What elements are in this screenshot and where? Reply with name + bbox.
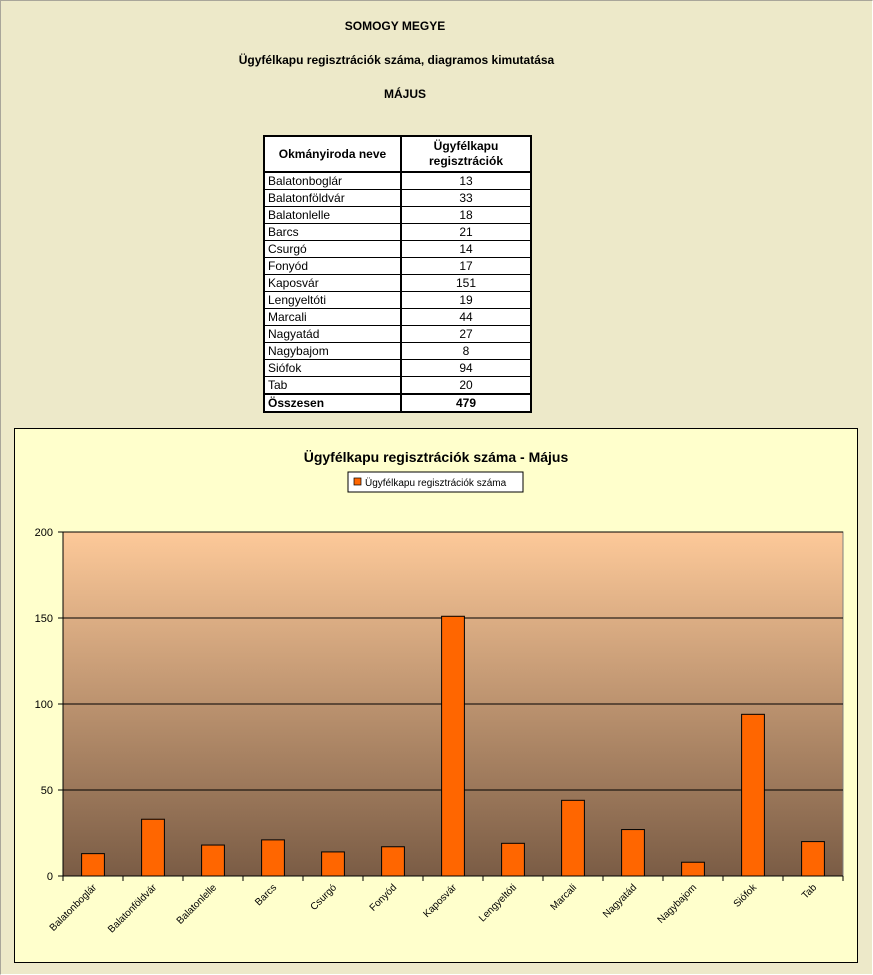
office-name-cell: Balatonföldvár	[264, 190, 401, 207]
registration-count-cell: 27	[401, 326, 531, 343]
table-row	[264, 190, 531, 207]
registration-count-cell: 151	[401, 275, 531, 292]
total-value-cell: 479	[401, 394, 531, 412]
bar-chart	[15, 429, 857, 962]
office-name-cell: Nagybajom	[264, 343, 401, 360]
col-header-line2: regisztrációk	[428, 154, 504, 168]
x-tick-label: Barcs	[253, 882, 280, 909]
table-row	[264, 343, 531, 360]
registration-count-cell: 44	[401, 309, 531, 326]
month-title: MÁJUS	[383, 87, 426, 101]
office-name-cell: Balatonboglár	[264, 172, 401, 190]
office-name-cell: Lengyeltóti	[264, 292, 401, 309]
x-tick-label: Siófok	[731, 882, 760, 910]
table-row	[264, 241, 531, 258]
registration-count-cell: 19	[401, 292, 531, 309]
office-name-cell: Siófok	[264, 360, 401, 377]
bar	[562, 800, 585, 876]
office-name-cell: Fonyód	[264, 258, 401, 275]
report-subtitle: Ügyfélkapu regisztrációk száma, diagramos kimutatása	[238, 53, 555, 67]
bar	[262, 840, 285, 876]
x-tick-label: Nagyatád	[601, 882, 640, 921]
bar	[622, 830, 645, 876]
x-tick-label: Fonyód	[367, 882, 400, 914]
col-header-line1: Ügyfélkapu	[433, 139, 499, 153]
x-tick-label: Nagybajom	[655, 882, 700, 926]
bar	[382, 847, 405, 876]
registration-table	[263, 135, 532, 413]
table-row	[264, 360, 531, 377]
x-tick-label: Balatonboglár	[47, 882, 100, 934]
legend-swatch	[354, 478, 361, 485]
bar	[142, 819, 165, 876]
table-row	[264, 309, 531, 326]
y-tick-label: 0	[46, 871, 53, 883]
col-header-registrations	[401, 136, 531, 172]
county-title: SOMOGY MEGYE	[344, 19, 446, 33]
table-row	[264, 326, 531, 343]
bar	[82, 854, 105, 876]
registration-count-cell: 18	[401, 207, 531, 224]
table-row	[264, 377, 531, 395]
table-row	[264, 172, 531, 190]
bar	[502, 843, 525, 876]
bar	[682, 862, 705, 876]
registration-count-cell: 20	[401, 377, 531, 395]
y-tick-label: 200	[34, 527, 53, 539]
chart-area	[14, 428, 858, 963]
table-row	[264, 207, 531, 224]
table-header-row	[264, 136, 531, 172]
bar	[442, 616, 465, 876]
x-tick-label: Balatonlelle	[174, 882, 220, 927]
table-row	[264, 224, 531, 241]
office-name-cell: Barcs	[264, 224, 401, 241]
bar	[802, 842, 825, 876]
x-tick-label: Marcali	[548, 882, 580, 913]
x-tick-label: Csurgó	[308, 882, 340, 913]
bar	[322, 852, 345, 876]
col-header-office: Okmányiroda neve	[264, 136, 401, 172]
y-tick-label: 150	[34, 613, 53, 625]
office-name-cell: Csurgó	[264, 241, 401, 258]
office-name-cell: Balatonlelle	[264, 207, 401, 224]
office-name-cell: Kaposvár	[264, 275, 401, 292]
x-tick-label: Lengyeltóti	[477, 882, 520, 925]
office-name-cell: Nagyatád	[264, 326, 401, 343]
x-tick-label: Kaposvár	[421, 882, 460, 920]
x-tick-label: Balatonföldvár	[106, 882, 160, 936]
registration-count-cell: 14	[401, 241, 531, 258]
table-row	[264, 292, 531, 309]
registration-count-cell: 8	[401, 343, 531, 360]
registration-count-cell: 33	[401, 190, 531, 207]
bar	[742, 714, 765, 876]
table-row	[264, 275, 531, 292]
table-row	[264, 258, 531, 275]
registration-count-cell: 17	[401, 258, 531, 275]
chart-title: Ügyfélkapu regisztrációk száma - Május	[303, 449, 569, 465]
total-label-cell: Összesen	[264, 394, 401, 412]
registration-count-cell: 13	[401, 172, 531, 190]
y-tick-label: 100	[34, 699, 53, 711]
bar	[202, 845, 225, 876]
registration-count-cell: 94	[401, 360, 531, 377]
x-tick-label: Tab	[799, 882, 820, 902]
legend-label: Ügyfélkapu regisztrációk száma	[365, 478, 507, 489]
table-total-row	[264, 394, 531, 412]
y-tick-label: 50	[40, 785, 53, 797]
office-name-cell: Tab	[264, 377, 401, 395]
registration-count-cell: 21	[401, 224, 531, 241]
office-name-cell: Marcali	[264, 309, 401, 326]
